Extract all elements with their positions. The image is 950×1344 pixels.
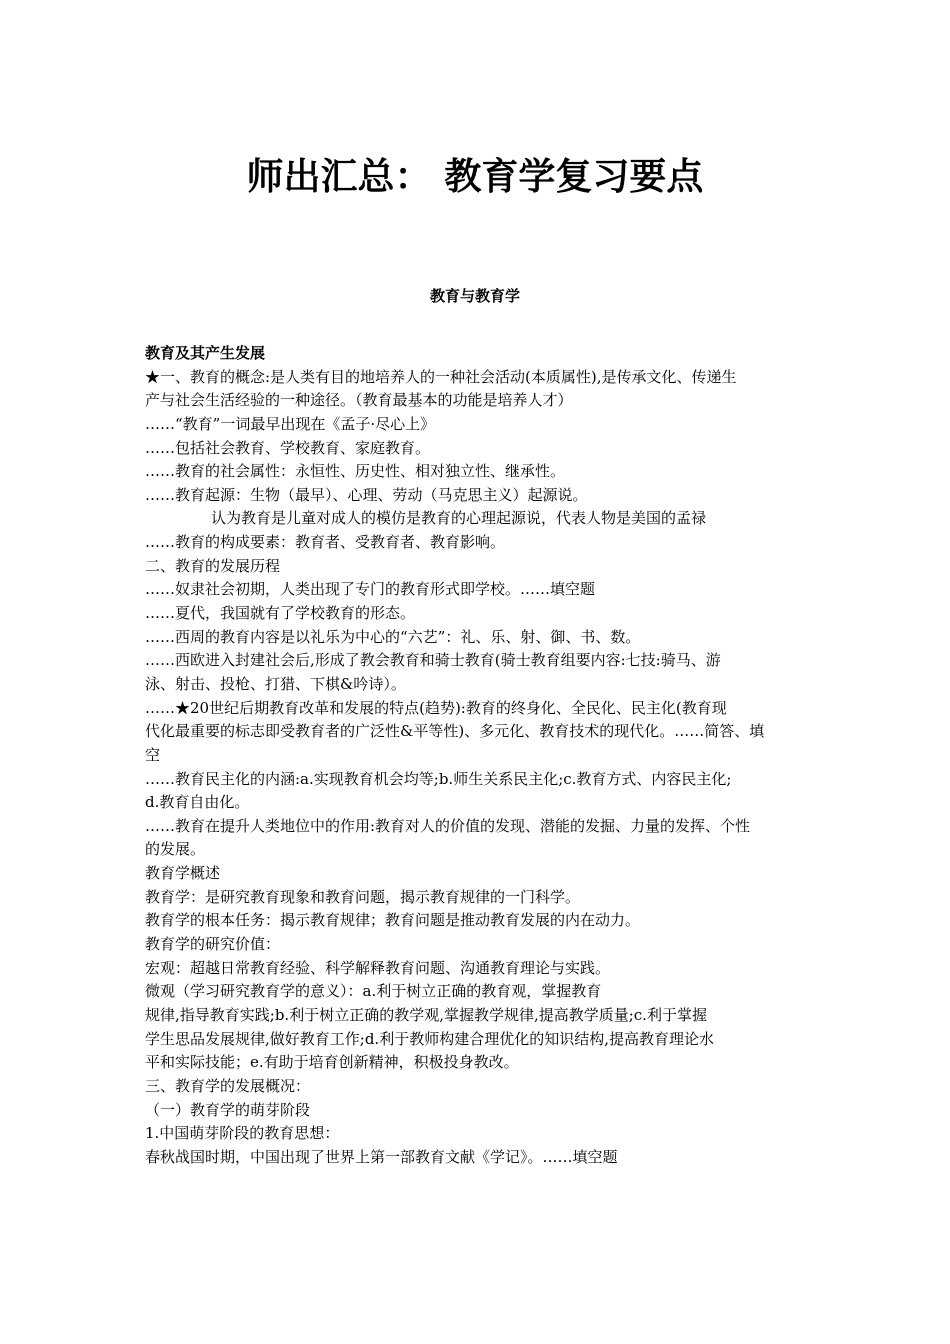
text-line: ……教育的构成要素：教育者、受教育者、教育影响。	[145, 533, 506, 552]
text-line: 教育学的研究价值：	[145, 935, 281, 954]
text-line: 规律,指导教育实践;b.利于树立正确的教学观,掌握教学规律,提高教学质量;c.利于掌握	[145, 1005, 707, 1024]
text-line: ……★20世纪后期教育改革和发展的特点(趋势):教育的终身化、全民化、民主化(教育现	[145, 698, 727, 717]
text-line: ……西欧进入封建社会后,形成了教会教育和骑士教育(骑士教育组要内容:七技:骑马、游	[145, 651, 721, 670]
text-line: 教育学概述	[145, 864, 221, 883]
text-line: ……教育起源：生物（最早）、心理、劳动（马克思主义）起源说。	[145, 485, 588, 504]
text-line: ……“教育”一词最早出现在《孟子·尽心上》	[145, 414, 436, 433]
text-line-indented: 认为教育是儿童对成人的模仿是教育的心理起源说，代表人物是美国的孟禄	[211, 509, 707, 528]
text-line: 空	[145, 745, 161, 764]
text-line: 教育学的根本任务：揭示教育规律；教育问题是推动教育发展的内在动力。	[145, 911, 641, 930]
text-line: ……教育的社会属性：永恒性、历史性、相对独立性、继承性。	[145, 462, 566, 481]
text-line: 代化最重要的标志即受教育者的广泛性&平等性)、多元化、教育技术的现代化。……简答、填	[145, 722, 765, 741]
text-line: ……包括社会教育、学校教育、家庭教育。	[145, 438, 431, 457]
text-line: ……教育在提升人类地位中的作用:教育对人的价值的发现、潜能的发掘、力量的发挥、个性	[145, 816, 751, 835]
text-line: ……奴隶社会初期，人类出现了专门的教育形式即学校。……填空题	[145, 580, 596, 599]
text-line: d.教育自由化。	[145, 793, 250, 812]
text-line: 春秋战国时期，中国出现了世界上第一部教育文献《学记》。……填空题	[145, 1147, 618, 1166]
document-title: 师出汇总： 教育学复习要点	[246, 155, 704, 198]
text-line: 泳、射击、投枪、打猎、下棋&吟诗）。	[145, 674, 406, 693]
text-line: 1.中国萌芽阶段的教育思想：	[145, 1124, 340, 1143]
section-title: 教育与教育学	[429, 287, 520, 305]
text-line: ★一、教育的概念:是人类有目的地培养人的一种社会活动(本质属性),是传承文化、传递生	[145, 367, 737, 386]
text-line: 产与社会生活经验的一种途径。（教育最基本的功能是培养人才）	[145, 391, 573, 410]
text-line: 宏观：超越日常教育经验、科学解释教育问题、沟通教育理论与实践。	[145, 958, 611, 977]
text-line: 微观（学习研究教育学的意义）：a.利于树立正确的教育观，掌握教育	[145, 982, 602, 1001]
text-line: 教育学：是研究教育现象和教育问题，揭示教育规律的一门科学。	[145, 887, 581, 906]
text-line: ……西周的教育内容是以礼乐为中心的“六艺”：礼、乐、射、御、书、数。	[145, 627, 641, 646]
text-line: 二、教育的发展历程	[145, 556, 281, 575]
text-line: ……夏代，我国就有了学校教育的形态。	[145, 604, 416, 623]
document-body	[145, 342, 817, 1169]
text-line: （一）教育学的萌芽阶段	[145, 1100, 311, 1119]
text-line: 学生思品发展规律,做好教育工作;d.利于教师构建合理优化的知识结构,提高教育理论水	[145, 1029, 714, 1048]
heading-education-origin: 教育及其产生发展	[145, 344, 266, 362]
text-line: 平和实际技能；e.有助于培育创新精神，积极投身教改。	[145, 1053, 519, 1072]
text-line: 三、教育学的发展概况：	[145, 1076, 311, 1095]
text-line: ……教育民主化的内涵:a.实现教育机会均等;b.师生关系民主化;c.教育方式、内容民主化;	[145, 769, 732, 788]
text-line: 的发展。	[145, 840, 206, 859]
